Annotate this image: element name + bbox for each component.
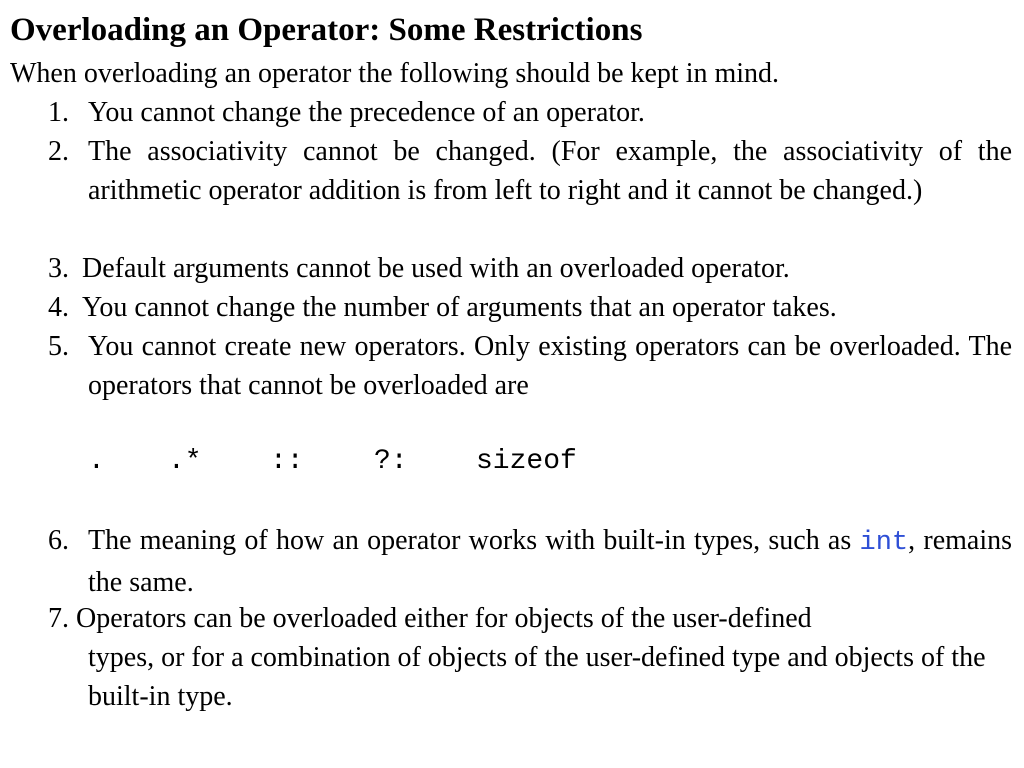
operator-scope: :: (270, 446, 304, 477)
operator-sizeof: sizeof (476, 446, 577, 477)
list-item-number: 3. (48, 253, 69, 284)
list-item-text: You cannot create new operators. Only existing operators can be overloaded. The operators that cannot be overloaded are (88, 331, 1012, 401)
list-item-number: 1. (48, 97, 69, 128)
list-item-text: You cannot change the precedence of an operator. (88, 97, 645, 128)
list-item-2 (48, 132, 1012, 210)
list-item-lead-text: Operators can be overloaded either for objects of the user-defined (76, 603, 812, 634)
list-item-text-after: , remains the same. (88, 525, 1013, 598)
list-item-number: 5. (48, 331, 69, 362)
list-item-5 (48, 327, 1012, 405)
list-item-text (88, 521, 1012, 602)
list-item-text: The associativity cannot be changed. (For example, the associativity of the arithmetic operator addition is from left to right and it cannot be changed.) (88, 136, 1012, 206)
list-item-text: Default arguments cannot be used with an overloaded operator. (82, 253, 790, 284)
list-item-lead (48, 599, 1012, 638)
list-item-text: You cannot change the number of arguments that an operator takes. (82, 292, 837, 323)
code-keyword-int: int (859, 528, 909, 558)
operator-dot: . (88, 446, 105, 477)
list-item-7 (48, 599, 1012, 716)
intro-text: When overloading an operator the following should be kept in mind. (10, 58, 780, 89)
list-item-rest-text: types, or for a combination of objects of the user-defined type and objects of the built-in type. (88, 642, 986, 712)
list-item-1 (48, 93, 1012, 132)
slide-title: Overloading an Operator: Some Restrictions (10, 12, 643, 48)
list-item-text-before: The meaning of how an operator works with built-in types, such as (88, 525, 852, 556)
operator-ternary: ?: (374, 446, 408, 477)
non-overloadable-operators (88, 442, 688, 481)
operator-dot-star: .* (168, 446, 202, 477)
list-item-number: 6. (48, 525, 69, 556)
list-item-6 (48, 521, 1012, 602)
list-item-number: 2. (48, 136, 69, 167)
list-item-3 (48, 249, 1012, 288)
list-item-number: 7. (48, 603, 69, 634)
list-item-number: 4. (48, 292, 69, 323)
list-item-4 (48, 288, 1012, 327)
